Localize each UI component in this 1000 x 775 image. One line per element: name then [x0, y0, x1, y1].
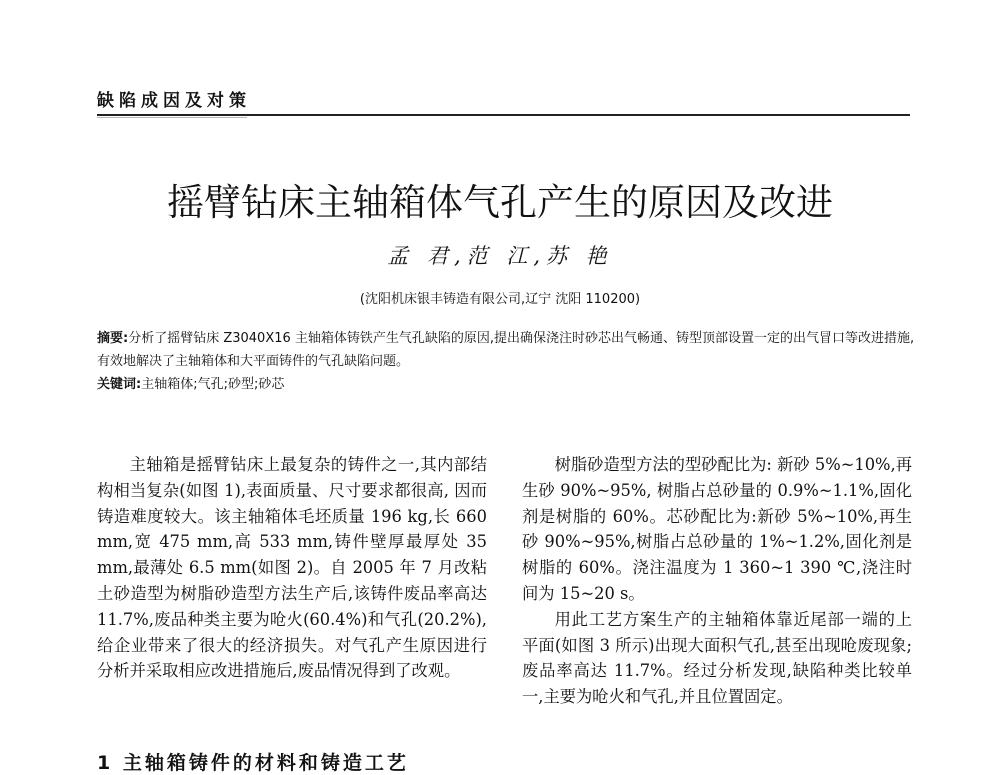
body-paragraph: 用此工艺方案生产的主轴箱体靠近尾部一端的上平面(如图 3 所示)出现大面积气孔,甚至出现呛废现象;废品率高达 11.7%。经过分析发现,缺陷种类比较单一,主要为呛火和气孔,并且位置固定。	[522, 609, 912, 707]
abstract-text: 分析了摇臂钻床 Z3040X16 主轴箱体铸铁产生气孔缺陷的原因,提出确保浇注时砂芯出气畅通、铸型顶部设置一定的出气冒口等改进措施,有效地解决了主轴箱体和大平面铸件的气孔缺陷问题。	[97, 331, 915, 369]
header-rule	[97, 114, 910, 116]
section-heading-partial: 1 主轴箱铸件的材料和铸造工艺	[97, 752, 409, 774]
article-title: 摇臂钻床主轴箱体气孔产生的原因及改进	[167, 181, 833, 224]
article-authors: 孟 君,范 江,苏 艳	[387, 244, 613, 268]
body-paragraph: 主轴箱是摇臂钻床上最复杂的铸件之一,其内部结构相当复杂(如图 1),表面质量、尺寸要求都很高, 因而铸造难度较大。该主轴箱体毛坯质量 196 kg,长 660 mm,宽 475 mm,高 533 mm,铸件壁厚最厚处 35 mm,最薄处 6.5 mm(如图 2)。自 2005 年 7 月改粘土砂造型为树脂砂造型方法生产后,该铸件废品率高达 11.7%,废品种类主要为呛火(60.4%)和气孔(20.2%),给企业带来了很大的经济损失。对气孔产生原因进行分析并采取相应改进措施后,废品情况得到了改观。	[97, 455, 487, 681]
body-right-column	[522, 452, 912, 710]
article-affiliation: (沈阳机床银丰铸造有限公司,辽宁 沈阳 110200)	[359, 292, 641, 307]
keywords-label: 关键词:	[97, 377, 142, 392]
body-paragraph: 树脂砂造型方法的型砂配比为: 新砂 5%~10%,再生砂 90%~95%, 树脂占总砂量的 0.9%~1.1%,固化剂是树脂的 60%。芯砂配比为:新砂 5%~10%,再生砂 90%~95%,树脂占总砂量的 1%~1.2%,固化剂是树脂的 60%。浇注温度为 1 360~1 390 ℃,浇注时间为 15~20 s。	[522, 455, 912, 603]
abstract-label: 摘要:	[97, 331, 129, 346]
section-tag: 缺陷成因及对策	[97, 91, 251, 111]
keywords-text: 主轴箱体;气孔;砂型;砂芯	[141, 377, 285, 392]
body-left-column	[97, 452, 487, 684]
header-rule-artifact	[97, 117, 247, 118]
keywords	[97, 373, 917, 392]
abstract	[97, 327, 917, 373]
